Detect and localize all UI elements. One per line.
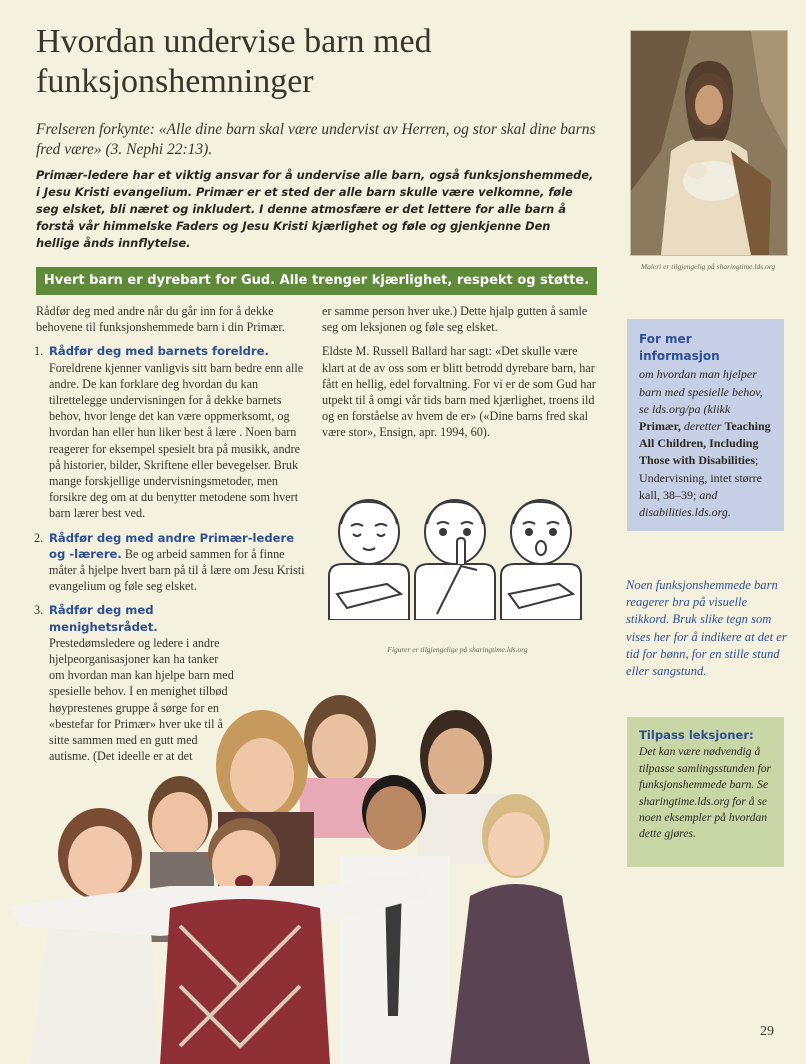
info-text: [639, 366, 772, 521]
list-item: [36, 343, 308, 521]
shepherd-painting: [631, 31, 787, 255]
step-number: 2.: [34, 530, 44, 545]
info-title: For mer informasjon: [639, 332, 720, 364]
intro-paragraph: Primær-ledere har et viktig ansvar for å undervise alle barn, også funksjonshemmede, i Jesu Kristi evangelium. Primær er et sted der alle barn skulle være velkomne, føle seg elsket, bli næret og inkludert. I denne atmosfære er det lettere for alle barn å forstå vår himmelske Faders og Jesu Kristi kjærlighet og føle og gjenkjenne Den hellige ånds innflytelse.: [36, 168, 594, 250]
step-lead: Rådfør deg med barnets foreldre.: [49, 344, 269, 359]
middle-column: [322, 303, 598, 449]
step-lead: Rådfør deg med menighetsrådet.: [49, 603, 158, 634]
info-text-part: ; Undervisning, intet større kall, 38–39;: [639, 453, 762, 502]
painting-image: [630, 30, 788, 256]
figures-caption: Figurer er tilgjengelige på sharingtime.lds.org: [387, 645, 528, 654]
info-bold-part: Primær,: [639, 419, 681, 434]
singing-figure: [501, 500, 581, 620]
info-bold-part: Teaching All Children, Including Those with Disabilities: [639, 419, 771, 468]
info-text-part: om hvordan man hjelper barn med spesielle behov, se lds.org/pa (klikk: [639, 367, 763, 416]
list-item: [36, 530, 308, 595]
info-text-part: deretter: [680, 419, 725, 434]
adapt-text: Det kan være nødvendig å tilpasse samlingsstunden for funksjonshemmede barn. Se sharingtime.lds.org for å se noen eksempler på hvordan dette gjøres.: [639, 745, 772, 841]
section-banner: Hvert barn er dyrebart for Gud. Alle trenger kjærlighet, respekt og støtte.: [36, 267, 597, 295]
step-number: 3.: [34, 603, 44, 618]
visual-cue-figures: [327, 494, 587, 620]
visual-cues-note: Noen funksjonshemmede barn reagerer bra på visuelle stikkord. Bruk slike tegn som vises her for å indikere at det er tid for bønn, for en stille stund eller sangstund.: [626, 578, 787, 679]
adapt-title: Tilpass leksjoner:: [639, 728, 754, 742]
info-text-part: and disabilities.lds.org.: [639, 487, 731, 520]
page-number: 29: [760, 1024, 774, 1039]
step-lead: Rådfør deg med andre Primær-ledere og -lærere.: [49, 530, 295, 561]
adapt-lessons-box: [627, 717, 784, 867]
quiet-figure: [415, 500, 495, 620]
opening-paragraph: Rådfør deg med andre når du går inn for å dekke behovene til funksjonshemmede barn i din Primær.: [36, 304, 285, 335]
scripture-quote: Frelseren forkynte: «Alle dine barn skal være undervist av Herren, og stor skal dine barns fred være» (3. Nephi 22:13).: [36, 121, 596, 158]
step-number: 1.: [34, 344, 44, 359]
painting-caption: Maleri er tilgjengelig på sharingtime.lds.org: [640, 262, 776, 271]
children-photo: [0, 686, 612, 1064]
step-text: Be og arbeid sammen for å finne måter å hjelpe hvert barn på til å lære om Jesu Kristi evangelium og føle seg elsket.: [49, 546, 305, 594]
more-info-box: [627, 319, 784, 531]
page-title: Hvordan undervise barn med funksjonshemninger: [36, 23, 432, 100]
prayer-figure: [329, 500, 409, 620]
continuation-paragraph: er samme person hver uke.) Dette hjalp gutten å samle seg om leksjonen og føle seg elsket.: [322, 304, 588, 335]
step-text: Foreldrene kjenner vanligvis sitt barn bedre enn alle andre. De kan forklare deg hvordan du kan tilrettelegge undervisningen for å dekke barnets behov, hvor lenge det kan være oppmerksomt, og hvordan han eller hun liker best å lære . Noen barn reagerer for eksempel spesielt bra på musikk, andre på historier, bilder, Skriftene eller bevegelser. Bruk mange forskjellige undervisningsmetoder, men forsikre deg om at du benytter metodene som hvert barn lærer best ved.: [49, 360, 304, 521]
ballard-quote: Eldste M. Russell Ballard har sagt: «Det skulle være klart at de av oss som er blitt betrodd dyrebare barn, har fått en hellig, edel forvaltning. For vi er de som Gud har utpekt til å omgi vår tids barn med kjærlighet, troens ild og en forståelse av hvem de er» («Dine barns fred skal være stor», Ensign, apr. 1994, 60).: [322, 344, 596, 440]
step-text: Prestedømsledere og ledere i andre hjelpeorganisasjoner kan ha tanker om hvordan man kan hjelpe barn med spesielle behov. I en menighet tilbød høyprestenes gruppe å sørge for en «bestefar for Primær» hver uke til å sitte sammen med en gutt med autisme. (Det ideelle er at det: [49, 635, 234, 764]
